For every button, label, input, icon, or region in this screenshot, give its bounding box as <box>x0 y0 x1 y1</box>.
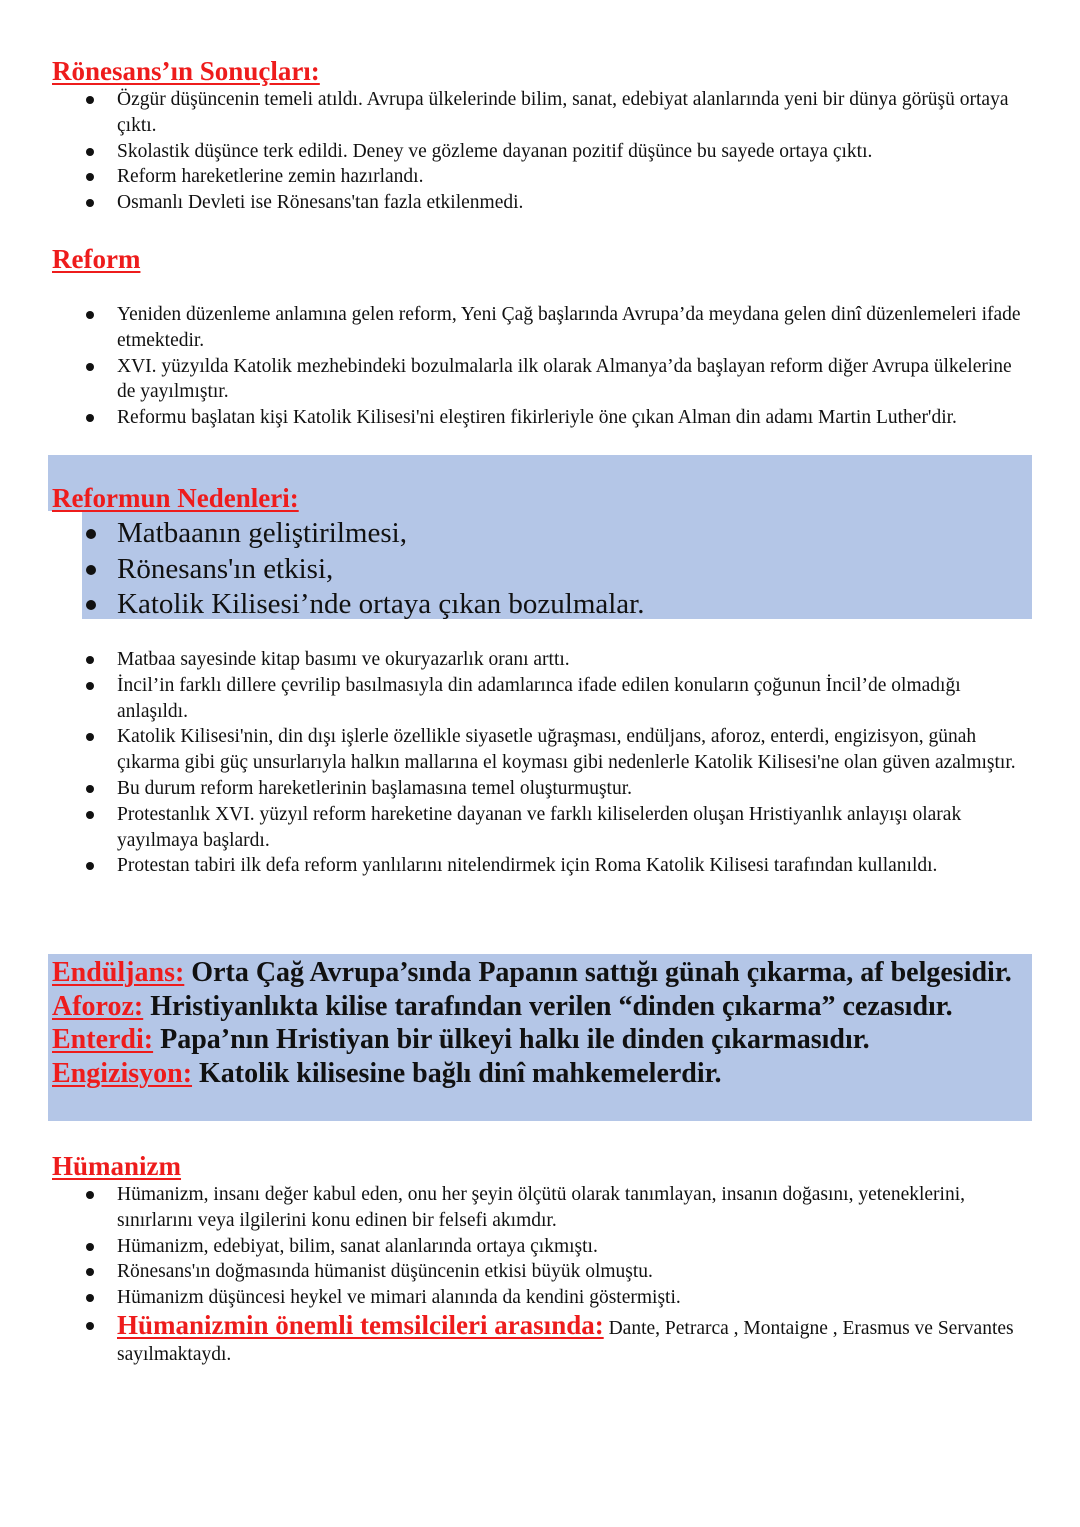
definition-enduljans <box>52 956 1012 990</box>
list-item: İncil’in farklı dillere çevrilip basılmasıyla din adamlarınca ifade edilen konuların çoğunun İncil’de olmadığı anlaşıldı. <box>0 673 1080 725</box>
definitions-block <box>52 956 1012 1090</box>
list-item: Özgür düşüncenin temeli atıldı. Avrupa ülkelerinde bilim, sanat, edebiyat alanlarında yeni bir dünya görüşü ortaya çıktı. <box>0 87 1080 139</box>
list-item: Yeniden düzenleme anlamına gelen reform, Yeni Çağ başlarında Avrupa’da meydana gelen dinî düzenlemeleri ifade etmektedir. <box>0 302 1080 354</box>
definition-term: Enterdi: <box>52 1024 154 1055</box>
list-item: Hümanizm, insanı değer kabul eden, onu her şeyin ölçütü olarak tanımlayan, insanın doğasını, yeteneklerini, sınırlarını veya ilgilerini konu edinen bir felsefi akımdır. <box>0 1182 1080 1234</box>
humanizm-temsilciler-text: Dante, Petrarca , Montaigne , Erasmus ve Servantes sayılmaktaydı. <box>117 1317 1014 1365</box>
ronesans-sonuclari-list <box>0 87 1080 216</box>
list-item: Reformu başlatan kişi Katolik Kilisesi'ni eleştiren fikirleriyle öne çıkan Alman din adamı Martin Luther'dir. <box>0 405 1080 431</box>
list-item: XVI. yüzyılda Katolik mezhebindeki bozulmalarla ilk olarak Almanya’da başlayan reform diğer Avrupa ülkelerine de yayılmıştır. <box>0 354 1080 406</box>
definition-term: Engizisyon: <box>52 1057 193 1089</box>
reform-nedenleri-list <box>0 647 1080 879</box>
list-item: Hümanizm düşüncesi heykel ve mimari alanında da kendini göstermişti. <box>0 1285 1080 1311</box>
definition-enterdi <box>52 1023 1012 1057</box>
list-item <box>0 1309 1080 1368</box>
list-item: Katolik Kilisesi’nde ortaya çıkan bozulmalar. <box>0 587 1080 623</box>
list-item: Bu durum reform hareketlerinin başlamasına temel oluşturmuştur. <box>0 776 1080 802</box>
definition-text: Orta Çağ Avrupa’sında Papanın sattığı günah çıkarma, af belgesidir. <box>184 957 1012 988</box>
definition-text: Hristiyanlıkta kilise tarafından verilen “dinden çıkarma” cezasıdır. <box>143 990 953 1022</box>
list-item: Hümanizm, edebiyat, bilim, sanat alanlarında ortaya çıkmıştı. <box>0 1234 1080 1260</box>
list-item: Protestanlık XVI. yüzyıl reform hareketine dayanan ve farklı kiliselerden oluşan Hristiyanlık anlayışı olarak yayılmaya başlardı. <box>0 802 1080 854</box>
list-item: Rönesans'ın doğmasında hümanist düşüncenin etkisi büyük olmuştu. <box>0 1259 1080 1285</box>
reform-heading: Reform <box>52 244 141 274</box>
list-item: Osmanlı Devleti ise Rönesans'tan fazla etkilenmedi. <box>0 190 1080 216</box>
list-item: Matbaa sayesinde kitap basımı ve okuryazarlık oranı arttı. <box>0 647 1080 673</box>
list-item: Matbaanın geliştirilmesi, <box>0 516 1080 552</box>
reform-nedenleri-heading: Reformun Nedenleri: <box>52 483 299 513</box>
ronesans-sonuclari-heading: Rönesans’ın Sonuçları: <box>52 56 320 86</box>
definition-text: Katolik kilisesine bağlı dinî mahkemelerdir. <box>192 1057 722 1089</box>
humanizm-list <box>0 1182 1080 1368</box>
list-item: Reform hareketlerine zemin hazırlandı. <box>0 164 1080 190</box>
humanizm-temsilciler-label: Hümanizmin önemli temsilcileri arasında: <box>117 1309 604 1340</box>
definition-text: Papa’nın Hristiyan bir ülkeyi halkı ile dinden çıkarmasıdır. <box>153 1024 870 1055</box>
list-item: Rönesans'ın etkisi, <box>0 552 1080 588</box>
definition-engizisyon <box>52 1057 1012 1091</box>
reform-list <box>0 302 1080 431</box>
definition-term: Endüljans: <box>52 957 185 988</box>
definition-aforoz <box>52 990 1012 1024</box>
list-item: Katolik Kilisesi'nin, din dışı işlerle özellikle siyasetle uğraşması, endüljans, aforoz, enterdi, engizisyon, günah çıkarma gibi güç unsurlarıyla halkın mallarına el koyması gibi nedenlerle Katolik Kilisesi'ne olan güven azalmıştır. <box>0 724 1080 776</box>
definition-term: Aforoz: <box>52 990 144 1022</box>
reform-nedenleri-highlight-list <box>0 516 1080 623</box>
list-item: Protestan tabiri ilk defa reform yanlılarını nitelendirmek için Roma Katolik Kilisesi tarafından kullanıldı. <box>0 853 1080 879</box>
list-item: Skolastik düşünce terk edildi. Deney ve gözleme dayanan pozitif düşünce bu sayede ortaya çıktı. <box>0 139 1080 165</box>
humanizm-heading: Hümanizm <box>52 1151 182 1181</box>
